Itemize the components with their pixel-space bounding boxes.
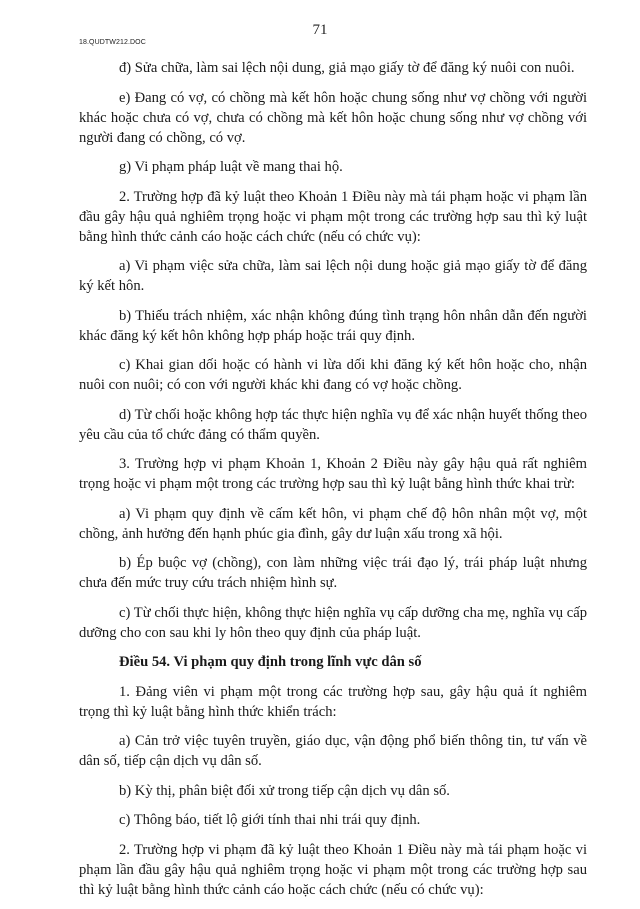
article-clause-1-item-a: a) Cản trở việc tuyên truyền, giáo dục, vận động phổ biến thông tin, tư vấn về dân số, tiếp cận dịch vụ dân số.: [79, 733, 587, 769]
clause-3-item-a: a) Vi phạm quy định về cấm kết hôn, vi phạm chế độ hôn nhân một vợ, một chồng, ảnh hưởng đến hạnh phúc gia đình, gây dư luận xấu trong xã hội.: [79, 505, 587, 542]
paragraph-g: g) Vi phạm pháp luật về mang thai hộ.: [119, 159, 343, 175]
page-number: 71: [312, 22, 328, 38]
article-clause-1: 1. Đảng viên vi phạm một trong các trường hợp sau, gây hậu quả ít nghiêm trọng thì kỷ luật bằng hình thức khiển trách:: [79, 683, 587, 720]
clause-2-item-b: b) Thiếu trách nhiệm, xác nhận không đúng tình trạng hôn nhân dẫn đến người khác đăng ký kết hôn không hợp pháp hoặc trái quy định.: [79, 307, 587, 344]
paragraph-e: e) Đang có vợ, có chồng mà kết hôn hoặc chung sống như vợ chồng với người khác hoặc chưa có vợ, chưa có chồng mà kết hôn hoặc chung sống như vợ chồng với người đang có chồng, có vợ.: [79, 89, 587, 146]
clause-2-item-c: c) Khai gian dối hoặc có hành vi lừa dối khi đăng ký kết hôn hoặc cho, nhận nuôi con nuôi; có con với người khác khi đang có vợ hoặc chồng.: [79, 357, 587, 393]
clause-3-item-c: c) Từ chối thực hiện, không thực hiện nghĩa vụ cấp dưỡng cha mẹ, nghĩa vụ cấp dưỡng cho con sau khi ly hôn theo quy định của pháp luật.: [79, 604, 587, 641]
clause-2: 2. Trường hợp đã kỷ luật theo Khoản 1 Điều này mà tái phạm hoặc vi phạm lần đầu gây hậu quả nghiêm trọng hoặc vi phạm một trong các trường hợp sau thì kỷ luật bằng hình thức cảnh cáo hoặc cách chức (nếu có chức vụ):: [79, 188, 587, 245]
article-clause-1-item-b: b) Kỳ thị, phân biệt đối xử trong tiếp cận dịch vụ dân số.: [119, 782, 450, 799]
clause-3-item-b: b) Ép buộc vợ (chồng), con làm những việc trái đạo lý, trái pháp luật nhưng chưa đến mức truy cứu trách nhiệm hình sự.: [79, 555, 587, 591]
article-clause-2: 2. Trường hợp vi phạm đã kỷ luật theo Khoản 1 Điều này mà tái phạm hoặc vi phạm lần đầu gây hậu quả nghiêm trọng hoặc vi phạm một trong các trường hợp sau thì kỷ luật bằng hình thức cảnh cáo hoặc cách chức (nếu có chức vụ):: [79, 841, 587, 898]
clause-2-item-a: a) Vi phạm việc sửa chữa, làm sai lệch nội dung hoặc giả mạo giấy tờ để đăng ký kết hôn.: [79, 258, 587, 294]
clause-3: 3. Trường hợp vi phạm Khoản 1, Khoản 2 Điều này gây hậu quả rất nghiêm trọng hoặc vi phạm một trong các trường hợp sau thì kỷ luật bằng hình thức khai trừ:: [79, 456, 587, 492]
paragraph-d-dash: đ) Sửa chữa, làm sai lệch nội dung, giả mạo giấy tờ để đăng ký nuôi con nuôi.: [119, 60, 575, 76]
article-clause-1-item-c: c) Thông báo, tiết lộ giới tính thai nhi trái quy định.: [119, 812, 421, 828]
page-content: [79, 58, 587, 909]
article-heading: Điều 54. Vi phạm quy định trong lĩnh vực dân số: [119, 654, 422, 670]
clause-2-item-d: d) Từ chối hoặc không hợp tác thực hiện nghĩa vụ để xác nhận huyết thống theo yêu cầu của tổ chức đảng có thẩm quyền.: [79, 406, 587, 443]
document-code: 18.QUDTW212.DOC: [79, 39, 146, 46]
